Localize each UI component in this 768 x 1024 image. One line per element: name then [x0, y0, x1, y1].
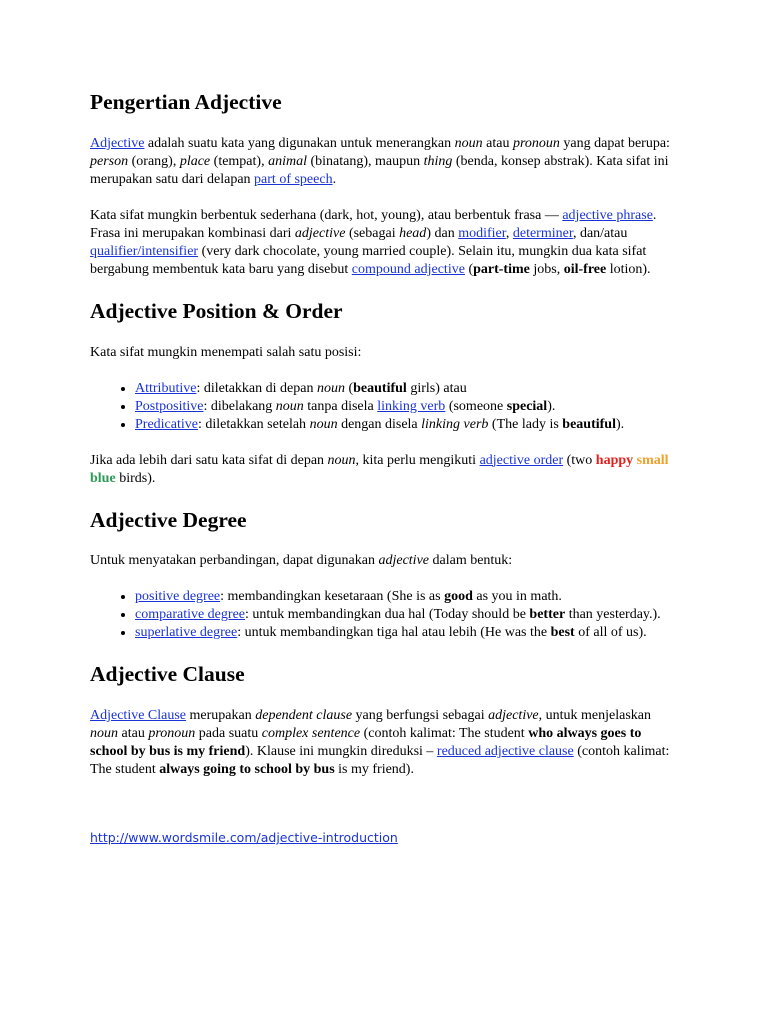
heading-adjective-clause: Adjective Clause: [90, 662, 245, 687]
link-determiner[interactable]: determiner: [512, 225, 573, 241]
link-adjective-order[interactable]: adjective order: [479, 452, 564, 468]
link-compound-adjective[interactable]: compound adjective: [351, 261, 465, 277]
paragraph-adjective-clause: Adjective Clause merupakan dependent clause yang berfungsi sebagai adjective, untuk menjelaskan noun atau pronoun pada suatu complex sentence (contoh kalimat: The student who always goes to school by bus is my friend). Klause ini mungkin direduksi – reduced adjective clause (contoh kalimat: The student always going to school by bus is my friend).: [90, 708, 670, 778]
list-item-comparative-degree: • comparative degree: untuk membandingkan dua hal (Today should be better than yesterday.).: [135, 606, 670, 624]
link-linking-verb[interactable]: linking verb: [377, 398, 446, 414]
paragraph-position-intro: Kata sifat mungkin menempati salah satu posisi:: [90, 344, 362, 360]
paragraph-adjective-phrase: Kata sifat mungkin berbentuk sederhana (dark, hot, young), atau berbentuk frasa — adjective phrase. Frasa ini merupakan kombinasi dari adjective (sebagai head) dan modifier, determiner, dan/atau qualifier/intensifier (very dark chocolate, young married couple). Selain itu, mungkin dua kata sifat bergabung membentuk kata baru yang disebut compound adjective (part-time jobs, oil-free lotion).: [90, 207, 657, 277]
heading-adjective-position-order: Adjective Position & Order: [90, 298, 343, 323]
list-item-superlative-degree: • superlative degree: untuk membandingkan tiga hal atau lebih (He was the best of all of us).: [135, 624, 670, 642]
link-part-of-speech[interactable]: part of speech: [254, 171, 333, 187]
word-small: small: [636, 452, 669, 468]
list-item-predicative: • Predicative: diletakkan setelah noun dengan disela linking verb (The lady is beautiful).: [135, 416, 670, 434]
paragraph-degree-intro: Untuk menyatakan perbandingan, dapat digunakan adjective dalam bentuk:: [90, 553, 513, 569]
link-superlative-degree[interactable]: superlative degree: [135, 625, 238, 641]
word-happy: happy: [595, 452, 634, 468]
link-modifier[interactable]: modifier: [458, 225, 506, 241]
list-item-postpositive: • Postpositive: dibelakang noun tanpa disela linking verb (someone special).: [135, 398, 670, 416]
link-adjective-clause[interactable]: Adjective Clause: [90, 708, 187, 724]
paragraph-adjective-definition: Adjective adalah suatu kata yang digunakan untuk menerangkan noun atau pronoun yang dapat berupa: person (orang), place (tempat), animal (binatang), maupun thing (benda, konsep abstrak). Kata sifat ini merupakan satu dari delapan part of speech.: [90, 135, 670, 187]
link-postpositive[interactable]: Postpositive: [135, 398, 204, 414]
link-adjective-phrase[interactable]: adjective phrase: [562, 207, 653, 223]
link-comparative-degree[interactable]: comparative degree: [135, 607, 245, 623]
heading-pengertian-adjective: Pengertian Adjective: [90, 90, 282, 114]
source-line: [90, 829, 670, 848]
list-item-attributive: • Attributive: diletakkan di depan noun (beautiful girls) atau: [135, 380, 670, 398]
link-source-url[interactable]: http://www.wordsmile.com/adjective-introduction: [90, 830, 398, 846]
degree-list: [90, 588, 670, 642]
word-blue: blue: [90, 470, 116, 486]
link-adjective[interactable]: Adjective: [90, 135, 145, 151]
link-predicative[interactable]: Predicative: [135, 416, 198, 432]
heading-adjective-degree: Adjective Degree: [90, 507, 247, 532]
list-item-positive-degree: • positive degree: membandingkan kesetaraan (She is as good as you in math.: [135, 588, 670, 606]
document-body: [90, 90, 670, 848]
paragraph-adjective-order: Jika ada lebih dari satu kata sifat di depan noun, kita perlu mengikuti adjective order (two happy small blue birds).: [90, 452, 669, 486]
link-reduced-adjective-clause[interactable]: reduced adjective clause: [436, 744, 574, 760]
link-attributive[interactable]: Attributive: [135, 380, 197, 396]
link-qualifier-intensifier[interactable]: qualifier/intensifier: [90, 243, 199, 259]
position-list: [90, 380, 670, 434]
link-positive-degree[interactable]: positive degree: [135, 589, 221, 605]
